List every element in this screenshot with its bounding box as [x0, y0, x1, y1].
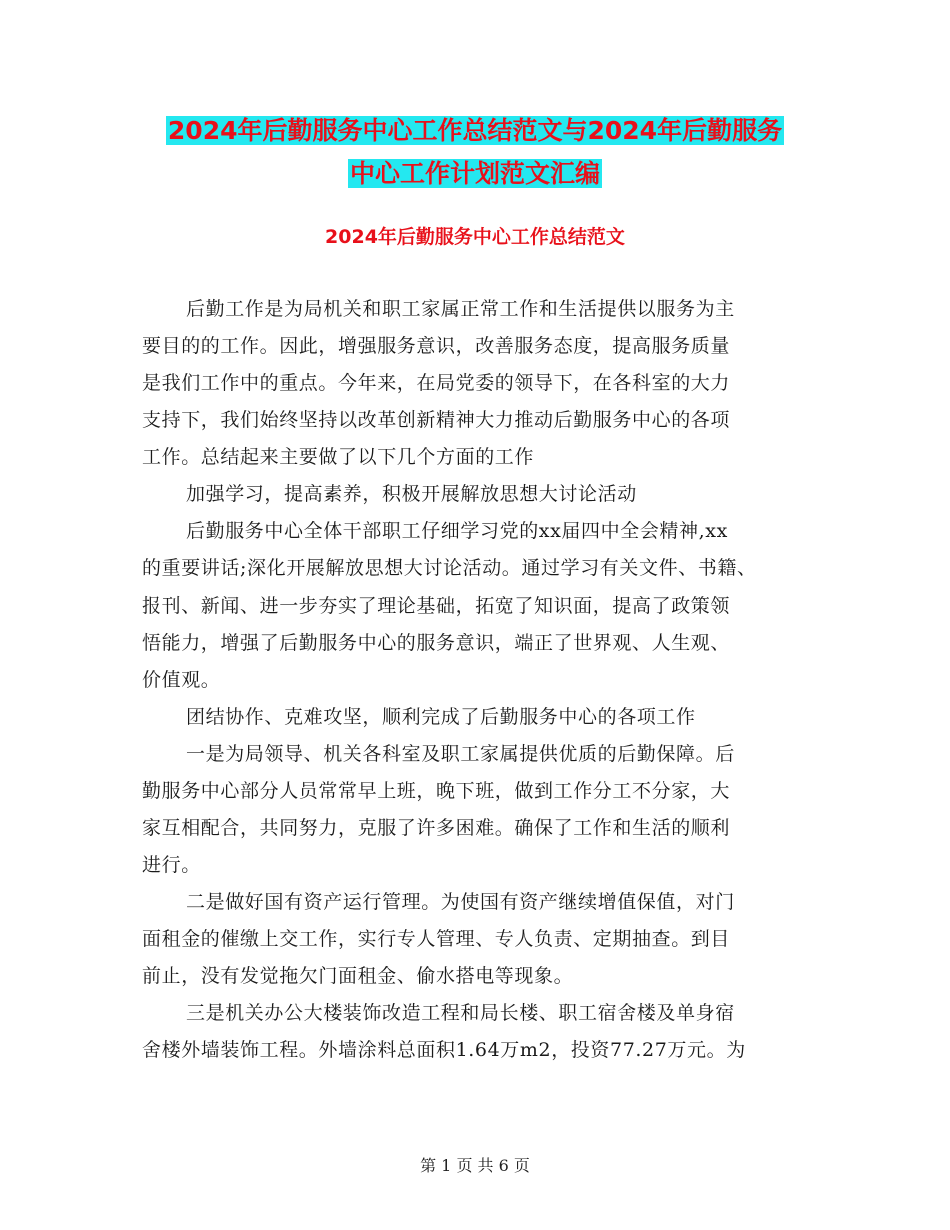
text-line: 报刊、新闻、进一步夯实了理论基础，拓宽了知识面，提高了政策领	[142, 595, 731, 617]
text-line: 面租金的催缴上交工作，实行专人管理、专人负责、定期抽查。到目	[142, 928, 731, 950]
text-line: 悟能力，增强了后勤服务中心的服务意识，端正了世界观、人生观、	[142, 632, 731, 654]
document-title-line-1: 2024年后勤服务中心工作总结范文与2024年后勤服务	[167, 116, 783, 145]
text-line: 加强学习，提高素养，积极开展解放思想大讨论活动	[186, 483, 637, 505]
text-line: 家互相配合，共同努力，克服了许多困难。确保了工作和生活的顺利	[142, 817, 731, 839]
text-line: 后勤工作是为局机关和职工家属正常工作和生活提供以服务为主	[186, 298, 735, 320]
text-line: 进行。	[142, 854, 201, 876]
text-line: 是我们工作中的重点。今年来，在局党委的领导下，在各科室的大力	[142, 372, 731, 394]
text-line: 一是为局领导、机关各科室及职工家属提供优质的后勤保障。后	[186, 743, 735, 765]
document-title-line-2: 中心工作计划范文汇编	[349, 159, 600, 188]
text-line: 舍楼外墙装饰工程。外墙涂料总面积1.64万m2，投资77.27万元。为	[142, 1039, 746, 1061]
text-line: 价值观。	[142, 669, 221, 691]
text-line: 的重要讲话;深化开展解放思想大讨论活动。通过学习有关文件、书籍、	[142, 557, 757, 579]
text-line: 支持下，我们始终坚持以改革创新精神大力推动后勤服务中心的各项	[142, 409, 731, 431]
text-line: 二是做好国有资产运行管理。为使国有资产继续增值保值，对门	[186, 891, 735, 913]
page-footer: 第 1 页 共 6 页	[420, 1156, 530, 1175]
text-line: 三是机关办公大楼装饰改造工程和局长楼、职工宿舍楼及单身宿	[186, 1002, 735, 1024]
text-line: 前止，没有发觉拖欠门面租金、偷水搭电等现象。	[142, 965, 574, 987]
text-line: 要目的的工作。因此，增强服务意识，改善服务态度，提高服务质量	[142, 335, 731, 357]
text-line: 团结协作、克难攻坚，顺利完成了后勤服务中心的各项工作	[186, 706, 696, 728]
section-title: 2024年后勤服务中心工作总结范文	[325, 226, 625, 248]
text-line: 勤服务中心部分人员常常早上班，晚下班，做到工作分工不分家，大	[142, 780, 731, 802]
text-line: 工作。总结起来主要做了以下几个方面的工作	[142, 446, 535, 468]
text-line: 后勤服务中心全体干部职工仔细学习党的xx届四中全会精神,xx	[186, 520, 728, 542]
